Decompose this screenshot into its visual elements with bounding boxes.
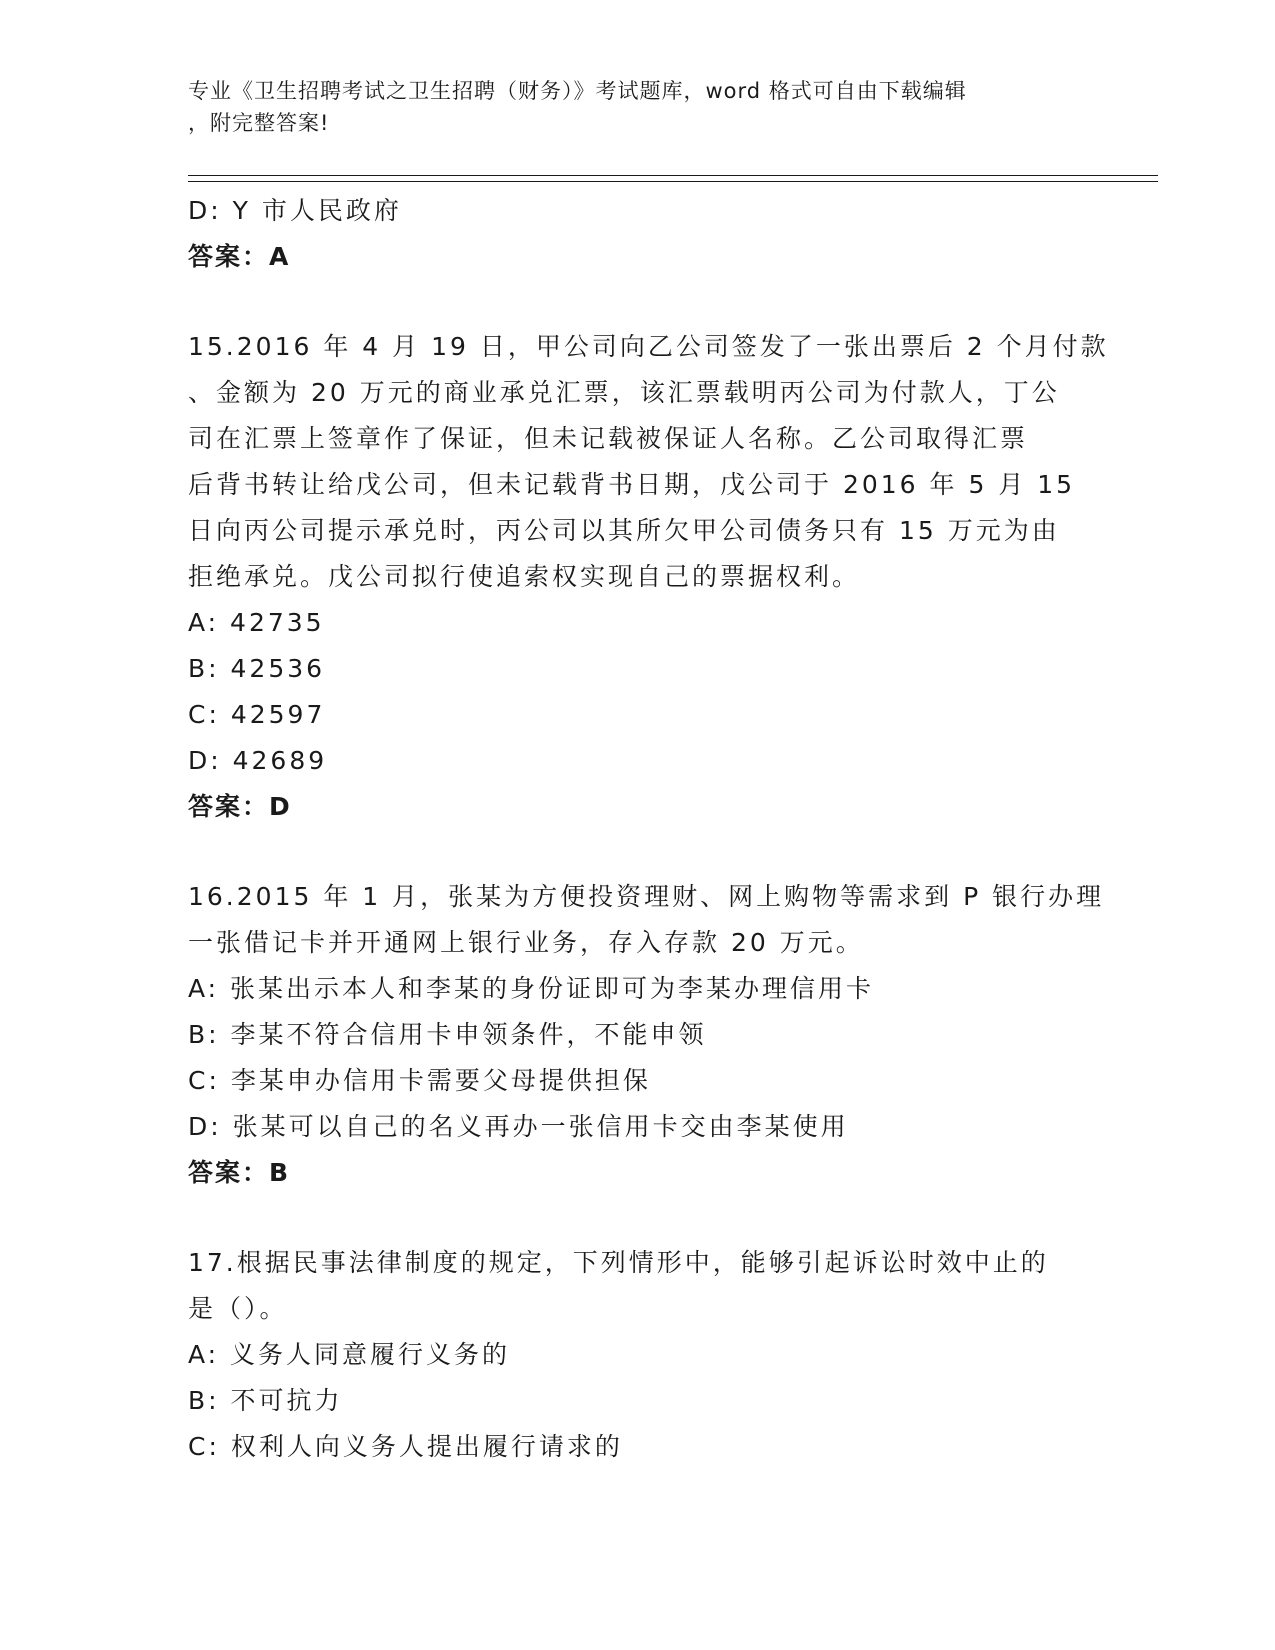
question-text-line: 、金额为 20 万元的商业承兑汇票，该汇票载明丙公司为付款人，丁公 bbox=[188, 378, 1060, 407]
option-d: D: Y 市人民政府 bbox=[188, 196, 402, 225]
question-text-line: 日向丙公司提示承兑时，丙公司以其所欠甲公司债务只有 15 万元为由 bbox=[188, 516, 1060, 545]
question-text-line: 15.2016 年 4 月 19 日，甲公司向乙公司签发了一张出票后 2 个月付款 bbox=[188, 332, 1109, 361]
question-text-line: 拒绝承兑。戊公司拟行使追索权实现自己的票据权利。 bbox=[188, 562, 861, 591]
question-text-line: 17.根据民事法律制度的规定，下列情形中，能够引起诉讼时效中止的 bbox=[188, 1248, 1049, 1277]
header-divider-bottom bbox=[188, 181, 1158, 182]
question-text-line: 是（）。 bbox=[188, 1294, 288, 1323]
option-b: B: 李某不符合信用卡申领条件，不能申领 bbox=[188, 1020, 707, 1049]
question-text-line: 16.2015 年 1 月，张某为方便投资理财、网上购物等需求到 P 银行办理 bbox=[188, 882, 1105, 911]
prev-question-tail bbox=[188, 188, 1088, 280]
option-d: D: 42689 bbox=[188, 746, 328, 775]
question-text-line: 后背书转让给戊公司，但未记载背书日期，戊公司于 2016 年 5 月 15 bbox=[188, 470, 1076, 499]
option-a: A: 义务人同意履行义务的 bbox=[188, 1340, 511, 1369]
question-text-line: 司在汇票上签章作了保证，但未记载被保证人名称。乙公司取得汇票 bbox=[188, 424, 1029, 453]
option-c: C: 42597 bbox=[188, 700, 326, 729]
option-a: A: 42735 bbox=[188, 608, 325, 637]
question-15 bbox=[188, 324, 1109, 830]
question-list bbox=[188, 188, 1109, 1470]
answer-label: 答案：A bbox=[188, 242, 291, 271]
option-a: A: 张某出示本人和李某的身份证即可为李某办理信用卡 bbox=[188, 974, 875, 1003]
question-16 bbox=[188, 874, 1105, 1196]
question-17 bbox=[188, 1240, 1088, 1470]
header-divider-top bbox=[188, 175, 1158, 176]
option-d: D: 张某可以自己的名义再办一张信用卡交由李某使用 bbox=[188, 1112, 849, 1141]
question-text-line: 一张借记卡并开通网上银行业务，存入存款 20 万元。 bbox=[188, 928, 864, 957]
answer-label: 答案：D bbox=[188, 792, 292, 821]
header-line-1: 专业《卫生招聘考试之卫生招聘（财务）》考试题库，word 格式可自由下载编辑 bbox=[188, 79, 967, 103]
option-b: B: 42536 bbox=[188, 654, 326, 683]
option-c: C: 权利人向义务人提出履行请求的 bbox=[188, 1432, 623, 1461]
page-header bbox=[188, 75, 1088, 139]
answer-label: 答案：B bbox=[188, 1158, 291, 1187]
option-b: B: 不可抗力 bbox=[188, 1386, 343, 1415]
header-line-2: ，附完整答案! bbox=[188, 111, 330, 135]
option-c: C: 李某申办信用卡需要父母提供担保 bbox=[188, 1066, 651, 1095]
